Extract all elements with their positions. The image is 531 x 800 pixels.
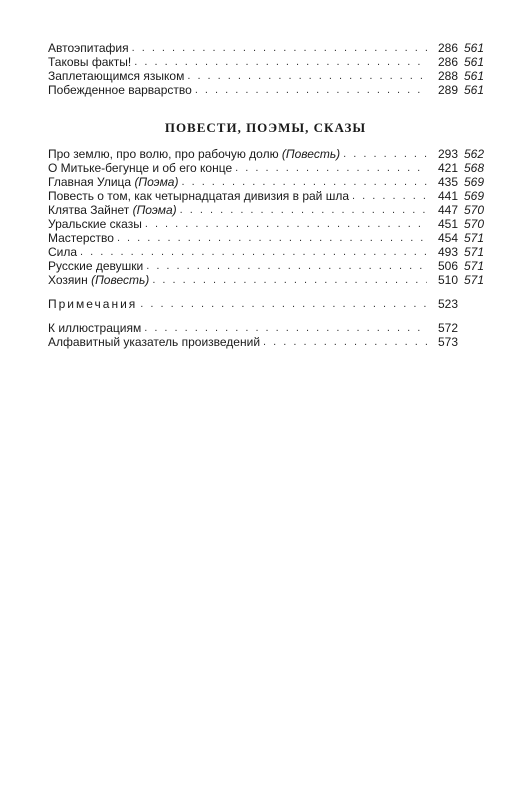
dot-leader [132,42,427,55]
entry-title: К иллюстрациям [48,321,142,335]
page-number: 421 [437,161,458,175]
dot-leader [187,70,427,83]
comment-page-number: 561 [463,83,484,97]
entry-title: Главная Улица (Поэма) [48,175,179,189]
page-number: 288 [437,69,458,83]
toc-entry [48,246,484,259]
toc-entry [48,232,484,245]
comment-page-number: 561 [463,55,484,69]
comment-page-number: 571 [463,273,484,287]
dot-leader [235,162,427,175]
entry-title: О Митьке-бегунце и об его конце [48,161,233,175]
toc-entry [48,260,484,273]
genre-note: (Поэма) [132,203,177,217]
comment-page-number: 562 [463,147,484,161]
page-number: 573 [437,335,458,349]
dot-leader [134,56,427,69]
page-number: 286 [437,55,458,69]
entry-title: Примечания [48,297,138,311]
toc-entry [48,176,484,189]
dot-leader [181,176,427,189]
page-number: 493 [437,245,458,259]
toc-entry [48,148,484,161]
page-number: 293 [437,147,458,161]
page-number: 435 [437,175,458,189]
page-number: 454 [437,231,458,245]
comment-page-number: 569 [463,189,484,203]
entry-title: Побежденное варварство [48,83,192,97]
entry-title: Хозяин (Повесть) [48,273,150,287]
comment-page-number: 561 [463,41,484,55]
page-number: 289 [437,83,458,97]
comment-page-number: 569 [463,175,484,189]
dot-leader [117,232,427,245]
section-heading: ПОВЕСТИ, ПОЭМЫ, СКАЗЫ [164,120,367,135]
entry-title: Повесть о том, как четырнадцатая дивизия в рай шла [48,189,350,203]
dot-leader [343,148,427,161]
dot-leader [195,84,427,97]
toc-entry [48,70,484,83]
comment-page-number: 571 [463,231,484,245]
toc-entry [48,84,484,97]
toc-entry [48,42,484,55]
dot-leader [145,218,427,231]
toc-entry [48,56,484,69]
toc-entry [48,162,484,175]
toc-entry [48,336,484,349]
dot-leader [352,190,427,203]
dot-leader [144,322,427,335]
entry-title: Клятва Зайнет (Поэма) [48,203,177,217]
genre-note: (Повесть) [281,147,341,161]
comment-page-number: 571 [463,245,484,259]
page-number: 510 [437,273,458,287]
entry-title: Алфавитный указатель произведений [48,335,261,349]
entry-title: Таковы факты! [48,55,132,69]
toc-entry [48,322,484,335]
comment-page-number: 570 [463,203,484,217]
entry-title: Заплетающимся языком [48,69,185,83]
genre-note: (Повесть) [91,273,150,287]
dot-leader [152,274,427,287]
toc-entry [48,190,484,203]
comment-page-number: 561 [463,69,484,83]
toc-entry [48,274,484,287]
genre-note: (Поэма) [134,175,179,189]
page-number: 572 [437,321,458,335]
comment-page-number: 570 [463,217,484,231]
page-number: 506 [437,259,458,273]
dot-leader [146,260,427,273]
page-number: 523 [437,297,458,311]
entry-title: Русские девушки [48,259,144,273]
entry-title: Автоэпитафия [48,41,129,55]
page-number: 447 [437,203,458,217]
dot-leader [140,298,427,311]
toc-entry [48,298,484,311]
entry-title: Сила [48,245,78,259]
entry-title: Мастерство [48,231,114,245]
dot-leader [180,204,427,217]
toc-entry [48,204,484,217]
dot-leader [263,336,427,349]
page-number: 441 [437,189,458,203]
page-number: 451 [437,217,458,231]
page-number: 286 [437,41,458,55]
entry-title: Про землю, про волю, про рабочую долю (Повесть) [48,147,341,161]
toc-entry [48,218,484,231]
comment-page-number: 571 [463,259,484,273]
comment-page-number: 568 [463,161,484,175]
dot-leader [80,246,427,259]
entry-title: Уральские сказы [48,217,142,231]
